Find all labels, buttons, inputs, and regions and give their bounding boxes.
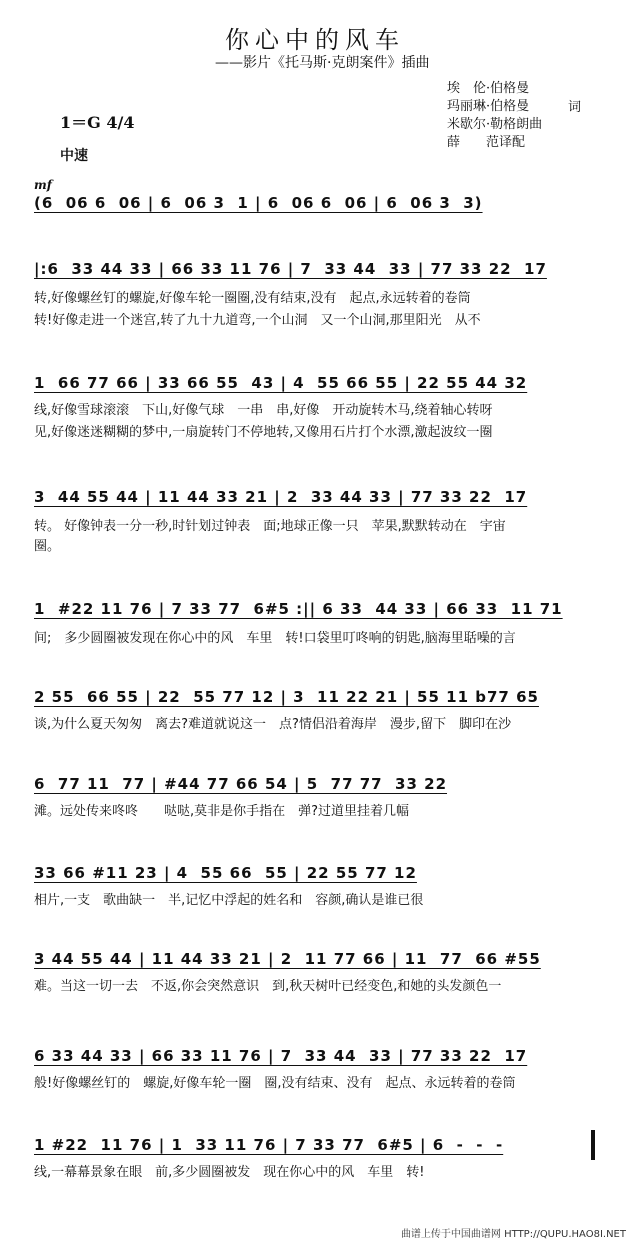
lyric-line: 转。 好像钟表一分一秒,时针划过钟表 面;地球正像一只 苹果,默默转动在 宇宙 (34, 519, 506, 534)
notation-line: 3 44 55 44 | 11 44 33 21 | 2 33 44 33 | 77 33 22 17 (34, 488, 528, 506)
notation-line: 33 66 #11 23 | 4 55 66 55 | 22 55 77 12 (34, 864, 417, 882)
lyric-line: 线,一幕幕景象在眼 前,多少圆圈被发 现在你心中的风 车里 转! (34, 1165, 425, 1180)
notation-line: 1 #22 11 76 | 7 33 77 6#5 :|| 6 33 44 33 | 66 33 11 71 (34, 600, 563, 618)
notation-line: (6 06 6 06 | 6 06 3 1 | 6 06 6 06 | 6 06 3 3) (34, 194, 483, 212)
notation-line: |:6 33 44 33 | 66 33 11 76 | 7 33 44 33 | 77 33 22 17 (34, 260, 547, 278)
lyric-line: 转,好像螺丝钉的螺旋,好像车轮一圈圈,没有结束,没有 起点,永远转着的卷筒 (34, 291, 471, 306)
song-subtitle: ——影片《托马斯·克朗案件》插曲 (215, 55, 430, 71)
song-title: 你心中的风车 (225, 26, 405, 54)
lyric-line: 难。当这一切一去 不返,你会突然意识 到,秋天树叶已经变色,和她的头发颜色一 (34, 979, 502, 994)
lyric-line: 滩。远处传来咚咚 哒哒,莫非是你手指在 弹?过道里挂着几幅 (34, 804, 410, 819)
credit-lyrics-mark: 词 (568, 100, 582, 115)
notation-line: 3 44 55 44 | 11 44 33 21 | 2 11 77 66 | 11 77 66 #55 (34, 950, 541, 968)
lyric-line: 谈,为什么夏天匆匆 离去?难道就说这一 点?情侣沿着海岸 漫步,留下 脚印在沙 (34, 717, 512, 732)
credits (447, 80, 542, 152)
site-footer: 曲谱上传于中国曲谱网 HTTP://QUPU.HAO8I.NET (400, 1229, 626, 1240)
lyric-line: 间; 多少圆圈被发现在你心中的风 车里 转!口袋里叮咚响的钥匙,脑海里聒噪的言 (34, 631, 516, 646)
lyric-line: 圈。 (34, 539, 61, 554)
credit-line: 薛 范译配 (447, 135, 526, 150)
tempo-marking: 中速 (60, 148, 88, 164)
dynamic-marking: mf (34, 178, 52, 192)
notation-line: 6 33 44 33 | 66 33 11 76 | 7 33 44 33 | 77 33 22 17 (34, 1047, 528, 1065)
notation-line: 1 #22 11 76 | 1 33 11 76 | 7 33 77 6#5 | 6 - - - (34, 1136, 504, 1154)
final-barline (591, 1130, 595, 1160)
credit-line: 埃 伦·伯格曼 (447, 81, 530, 96)
lyric-line: 线,好像雪球滚滚 下山,好像气球 一串 串,好像 开动旋转木马,绕着轴心转呀 (34, 403, 493, 418)
credit-line: 米歇尔·勒格朗曲 (447, 117, 543, 132)
lyric-line: 转!好像走进一个迷宫,转了九十九道弯,一个山洞 又一个山洞,那里阳光 从不 (34, 313, 481, 328)
lyric-line: 般!好像螺丝钉的 螺旋,好像车轮一圈 圈,没有结束、没有 起点、永远转着的卷筒 (34, 1076, 516, 1091)
key-signature: 1＝G 4/4 (60, 113, 135, 132)
credit-line: 玛丽琳·伯格曼 (447, 99, 530, 114)
lyric-line: 相片,一支 歌曲缺一 半,记忆中浮起的姓名和 容颜,确认是谁已很 (34, 893, 424, 908)
notation-line: 1 66 77 66 | 33 66 55 43 | 4 55 66 55 | 22 55 44 32 (34, 374, 528, 392)
notation-line: 6 77 11 77 | #44 77 66 54 | 5 77 77 33 22 (34, 775, 448, 793)
notation-line: 2 55 66 55 | 22 55 77 12 | 3 11 22 21 | 55 11 b77 65 (34, 688, 539, 706)
lyric-line: 见,好像迷迷糊糊的梦中,一扇旋转门不停地转,又像用石片打个水漂,激起波纹一圈 (34, 425, 493, 440)
